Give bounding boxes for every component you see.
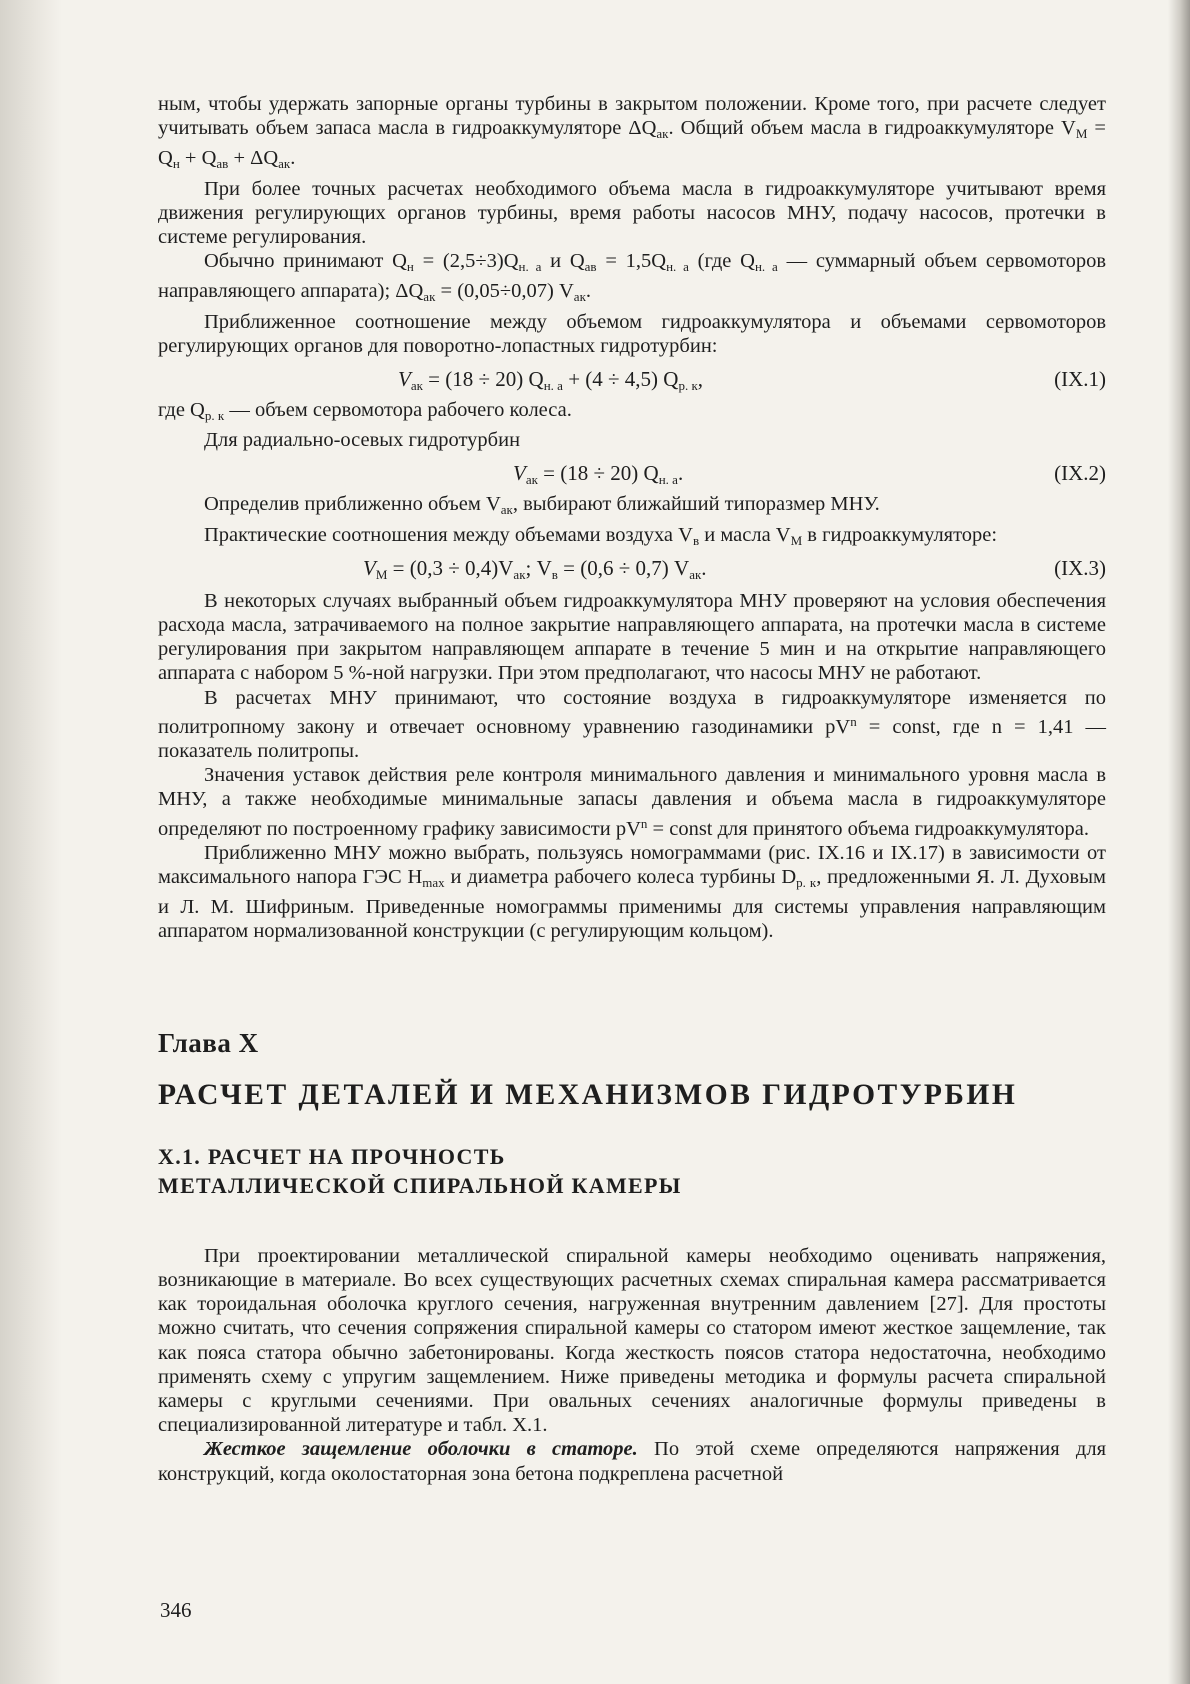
formula-ix-3-number: (IX.3) <box>1054 555 1106 580</box>
formula-ix-3-expression: $V_М = (0,3 \div 0,4)V_{ак}$; $V_в = (0,6 \div 0,7)$ $V_{ак}$. <box>363 555 707 582</box>
paragraph-14-lead: Жесткое защемление оболочки в статоре. <box>204 1438 638 1461</box>
paragraph-5: где $Q_{р. к}$ — объем сервомотора рабочего колеса. <box>158 399 572 424</box>
paragraph-7: Определив приближенно объем $V_{ак}$, выбирают ближайший типоразмер МНУ. <box>204 493 880 518</box>
section-heading-line-2: МЕТАЛЛИЧЕСКОЙ СПИРАЛЬНОЙ КАМЕРЫ <box>158 1172 682 1198</box>
paragraph-3: Обычно принимают $Q_н = (2,5\div 3)Q_{н. а}$ и $Q_{ав} = 1,5Q_{н. а}$ (где $Q_{н. а}$ — суммарный объем сервомоторов направляющего аппарата); $\Delta Q_{ак} = (0,05\div 0,07)$ $V_{ак}$. <box>158 250 1106 305</box>
page-number: 346 <box>160 1598 192 1622</box>
section-heading-line-1: X.1. РАСЧЕТ НА ПРОЧНОСТЬ <box>158 1143 506 1169</box>
formula-ix-1 <box>158 364 1106 394</box>
page-body <box>158 92 1106 1486</box>
page-edge-shadow-right <box>1168 0 1190 1684</box>
paragraph-4: Приближенное соотношение между объемом гидроаккумулятора и объемами сервомоторов регулирующих органов для поворотно-лопастных гидротурбин: <box>158 310 1106 357</box>
formula-ix-2-expression: $V_{ак} = (18 \div 20)$ $Q_{н. а}$. <box>513 461 684 488</box>
paragraph-1: ным, чтобы удержать запорные органы турбины в закрытом положении. Кроме того, при расчете следует учитывать объем запаса масла в гидроаккумуляторе $\Delta Q_{ак}$. Общий объем масла в гидроаккумуляторе $V_М = Q_н + Q_{ав} + \Delta Q_{ак}$. <box>158 93 1106 172</box>
paragraph-11: Значения уставок действия реле контроля минимального давления и минимального уровня масла в МНУ, а также необходимые минимальные запасы давления и объема масла в гидроаккумуляторе определяют по построенному графику зависимости $pV^n$ = const для принятого объема гидроаккумулятора. <box>158 764 1106 840</box>
formula-ix-3 <box>158 553 1106 583</box>
paragraph-13: При проектировании металлической спиральной камеры необходимо оценивать напряжения, возникающие в материале. Во всех существующих расчетных схемах спиральная камера рассматривается как тороидальная оболочка круглого сечения, нагруженная внутренним давлением [27]. Для простоты можно считать, что сечения сопряжения спиральной камеры со статором имеют жесткое защемление, так как пояса статора обычно забетонированы. Когда жесткость поясов статора недостаточна, необходимо применять схему с упругим защемлением. Ниже приведены методика и формулы расчета спиральной камеры с круглыми сечениями. При овальных сечениях аналогичные формулы приведены в специализированной литературе и табл. X.1. <box>158 1244 1106 1437</box>
page-edge-shadow-left <box>0 0 62 1684</box>
formula-ix-2 <box>158 458 1106 488</box>
paragraph-10: В расчетах МНУ принимают, что состояние воздуха в гидроаккумуляторе изменяется по политропному закону и отвечает основному уравнению газодинамики $pV^n$ = const, где n = 1,41 — показатель политропы. <box>158 686 1107 763</box>
paragraph-8: Практические соотношения между объемами воздуха $V_в$ и масла $V_М$ в гидроаккумуляторе: <box>204 523 998 548</box>
formula-ix-2-number: (IX.2) <box>1054 461 1106 486</box>
paragraph-2: При более точных расчетах необходимого объема масла в гидроаккумуляторе учитывают время движения регулирующих органов турбины, время работы насосов МНУ, подачу насосов, протечки в системе регулирования. <box>158 177 1106 249</box>
section-heading <box>158 1142 1106 1200</box>
formula-ix-1-number: (IX.1) <box>1054 367 1106 392</box>
chapter-title: РАСЧЕТ ДЕТАЛЕЙ И МЕХАНИЗМОВ ГИДРОТУРБИН <box>158 1078 1018 1111</box>
paragraph-14: Жесткое защемление оболочки в статоре. По этой схеме определяются напряжения для конструкций, когда околостаторная зона бетона подкреплена расчетной <box>158 1438 1106 1485</box>
chapter-heading: Глава X <box>158 1027 259 1058</box>
paragraph-6: Для радиально-осевых гидротурбин <box>204 429 521 452</box>
paragraph-12: Приближенно МНУ можно выбрать, пользуясь номограммами (рис. IX.16 и IX.17) в зависимости от максимального напора ГЭС $H_{max}$ и диаметра рабочего колеса турбины $D_{р. к}$, предложенными Я. Л. Духовым и Л. М. Шифриным. Приведенные номограммы применимы для системы управления направляющим аппаратом нормализованной конструкции (с регулирующим кольцом). <box>158 841 1106 943</box>
formula-ix-1-expression: $V_{ак} = (18 \div 20) Q_{н. а} + (4 \div 4,5)$ $Q_{р. к}$, <box>398 367 704 394</box>
paragraph-9: В некоторых случаях выбранный объем гидроаккумулятора МНУ проверяют на условия обеспечения расхода масла, затрачиваемого на полное закрытие направляющего аппарата, на протечки масла в системе регулирования при закрытом направляющем аппарате в течение 5 мин и на открытие направляющего аппарата с набором 5 %-ной нагрузки. При этом предполагают, что насосы МНУ не работают. <box>158 589 1106 685</box>
